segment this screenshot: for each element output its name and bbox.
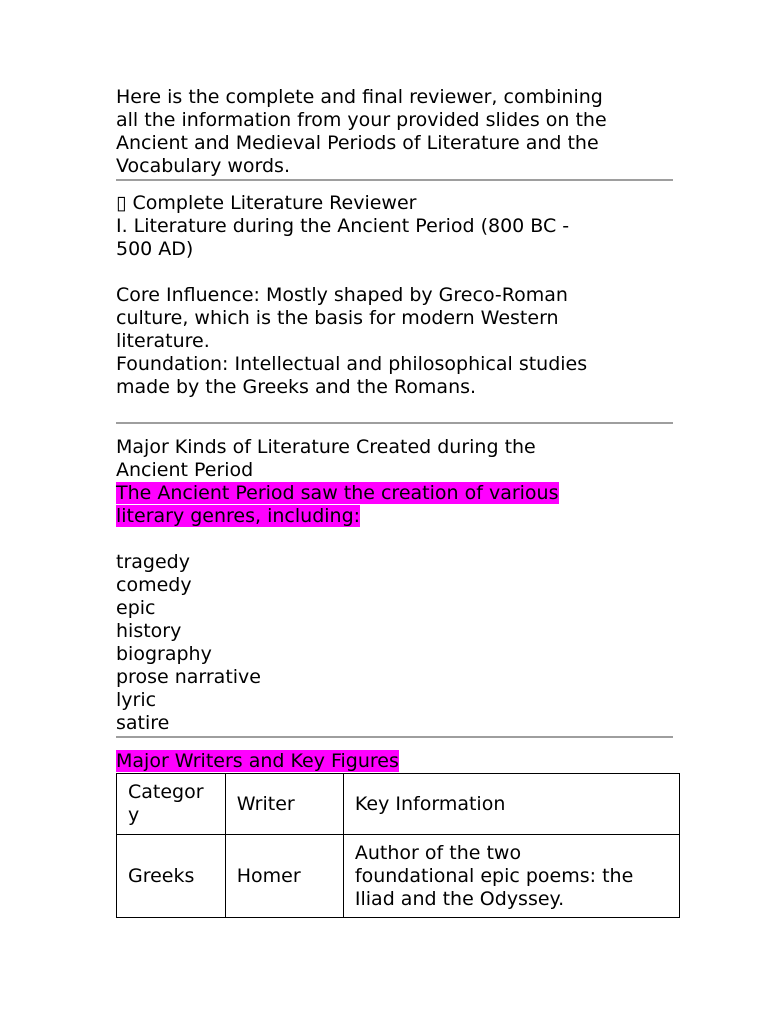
genre-item: lyric — [116, 689, 157, 711]
intro-line: Ancient and Medieval Periods of Literature and the — [116, 132, 599, 154]
kinds-heading-line: Ancient Period — [116, 459, 254, 481]
cell-category: Greeks — [117, 835, 226, 918]
genre-item: satire — [116, 712, 170, 734]
section-title-line: I. Literature during the Ancient Period (800 BC - — [116, 215, 570, 237]
divider — [116, 736, 673, 738]
foundation-line: made by the Greeks and the Romans. — [116, 376, 477, 398]
intro-line: all the information from your provided slides on the — [116, 109, 607, 131]
highlighted-text: The Ancient Period saw the creation of various — [116, 482, 559, 504]
core-influence-line: literature. — [116, 330, 210, 352]
genre-item: comedy — [116, 574, 192, 596]
writers-section — [116, 750, 673, 773]
writers-heading: Major Writers and Key Figures — [116, 750, 399, 772]
kinds-heading-line: Major Kinds of Literature Created during the — [116, 436, 536, 458]
header-category: Categor y — [117, 774, 226, 835]
header-writer: Writer — [225, 774, 343, 835]
spacer — [116, 261, 673, 284]
kinds-section — [116, 436, 673, 735]
genre-item: epic — [116, 597, 156, 619]
cell-key-information: Author of the two foundational epic poems: the Iliad and the Odyssey. — [343, 835, 679, 918]
genre-item: prose narrative — [116, 666, 261, 688]
divider — [116, 179, 673, 181]
header-key-information: Key Information — [343, 774, 679, 835]
writers-table — [116, 773, 680, 918]
document-page — [116, 86, 682, 918]
table-row — [117, 835, 680, 918]
divider — [116, 422, 673, 424]
spacer — [116, 528, 673, 551]
cell-writer: Homer — [225, 835, 343, 918]
core-influence-line: Core Influence: Mostly shaped by Greco-Roman — [116, 284, 568, 306]
foundation-line: Foundation: Intellectual and philosophical studies — [116, 353, 588, 375]
reviewer-heading: ▯ Complete Literature Reviewer — [116, 192, 417, 214]
intro-line: Here is the complete and final reviewer, combining — [116, 86, 603, 108]
core-influence-line: culture, which is the basis for modern Western — [116, 307, 559, 329]
genre-item: biography — [116, 643, 212, 665]
highlighted-text: literary genres, including: — [116, 505, 361, 527]
intro-paragraph — [116, 86, 673, 178]
intro-line: Vocabulary words. — [116, 155, 290, 177]
genre-item: history — [116, 620, 182, 642]
genre-item: tragedy — [116, 551, 190, 573]
table-header-row — [117, 774, 680, 835]
section-title-line: 500 AD) — [116, 238, 194, 260]
reviewer-section — [116, 192, 673, 399]
